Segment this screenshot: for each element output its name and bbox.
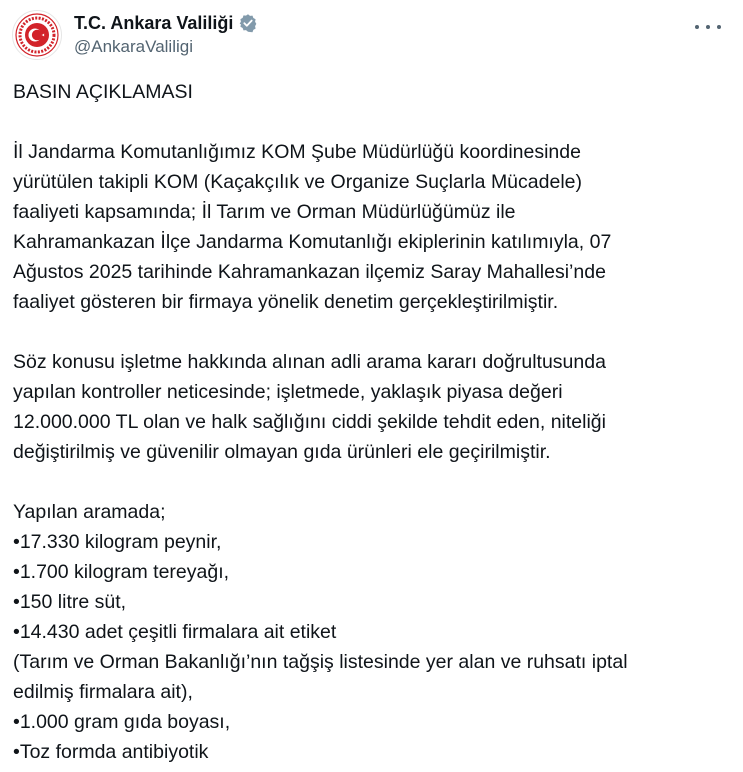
state-emblem-icon <box>13 11 61 59</box>
list-item-note: edilmiş firmalara ait), <box>13 681 193 703</box>
display-name[interactable]: T.C. Ankara Valiliği <box>74 12 234 33</box>
list-intro: Yapılan aramada; <box>13 501 166 523</box>
list-item: •1.700 kilogram tereyağı, <box>13 561 230 583</box>
more-dot <box>695 25 699 29</box>
account-names <box>74 12 258 57</box>
text-line: Kahramankazan İlçe Jandarma Komutanlığı ekiplerinin katılımıyla, 07 <box>13 231 612 253</box>
text-line: faaliyeti kapsamında; İl Tarım ve Orman Müdürlüğümüz ile <box>13 201 516 223</box>
tweet-header <box>12 10 731 62</box>
list-item: •Toz formda antibiyotik <box>13 741 209 763</box>
text-line: Söz konusu işletme hakkında alınan adli arama kararı doğrultusunda <box>13 351 606 373</box>
list-item: •14.430 adet çeşitli firmalara ait etiket <box>13 621 337 643</box>
more-dot <box>706 25 710 29</box>
list-item: •17.330 kilogram peynir, <box>13 531 222 553</box>
display-name-row <box>74 12 258 34</box>
text-line: faaliyet gösteren bir firmaya yönelik denetim gerçekleştirilmiştir. <box>13 291 559 313</box>
text-line: değiştirilmiş ve güvenilir olmayan gıda ürünleri ele geçirilmiştir. <box>13 441 551 463</box>
paragraph-gap <box>13 317 733 347</box>
paragraph-operation <box>13 137 733 317</box>
avatar[interactable] <box>12 10 62 60</box>
verified-badge-icon[interactable] <box>238 13 258 33</box>
account-handle[interactable]: @AnkaraValiligi <box>74 37 193 56</box>
seized-items <box>13 497 733 767</box>
paragraph-gap <box>13 467 733 497</box>
list-item-note: (Tarım ve Orman Bakanlığı’nın tağşiş listesinde yer alan ve ruhsatı iptal <box>13 651 628 673</box>
more-dot <box>717 25 721 29</box>
tweet-title: BASIN AÇIKLAMASI <box>13 81 193 103</box>
paragraph-findings <box>13 347 733 467</box>
more-options-icon[interactable] <box>695 16 721 38</box>
paragraph-gap <box>13 107 733 137</box>
text-line: 12.000.000 TL olan ve halk sağlığını ciddi şekilde tehdit eden, niteliği <box>13 411 606 433</box>
text-line: yürütülen takipli KOM (Kaçakçılık ve Organize Suçlarla Mücadele) <box>13 171 582 193</box>
list-item: •150 litre süt, <box>13 591 127 613</box>
list-item: •1.000 gram gıda boyası, <box>13 711 231 733</box>
text-line: İl Jandarma Komutanlığımız KOM Şube Müdürlüğü koordinesinde <box>13 141 581 163</box>
tweet-text <box>13 77 733 767</box>
text-line: Ağustos 2025 tarihinde Kahramankazan ilçemiz Saray Mahallesi’nde <box>13 261 606 283</box>
text-line: yapılan kontroller neticesinde; işletmede, yaklaşık piyasa değeri <box>13 381 563 403</box>
